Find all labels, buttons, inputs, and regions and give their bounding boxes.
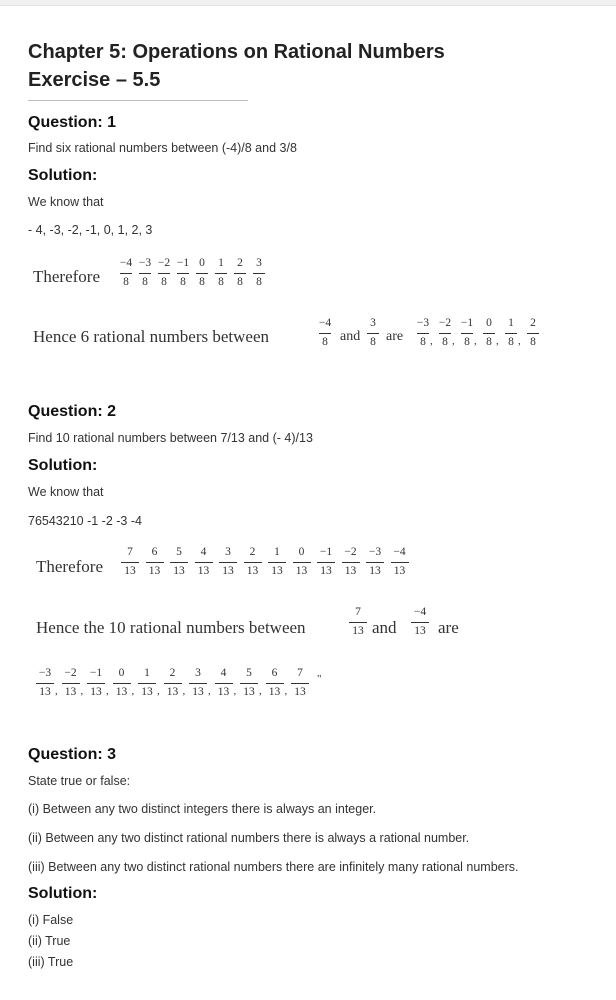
question-3-item: (ii) Between any two distinct rational numbers there is always a rational number. xyxy=(28,831,470,845)
fraction-denominator: 13 xyxy=(39,686,51,698)
fraction-numerator: 2 xyxy=(237,257,243,269)
question-1-are: are xyxy=(386,329,404,344)
question-2-solution-heading: Solution: xyxy=(28,457,98,474)
fraction-denominator: 13 xyxy=(295,565,308,577)
fraction-denominator: 8 xyxy=(161,276,167,288)
fraction-bar xyxy=(170,562,188,563)
fraction-separator: , xyxy=(518,335,521,347)
question-1-solution-heading: Solution: xyxy=(28,167,98,184)
fraction-bar xyxy=(177,273,189,274)
fraction-denominator: 13 xyxy=(414,625,426,637)
question-1-hence-text: Hence 6 rational numbers between xyxy=(33,327,270,346)
fraction xyxy=(193,257,211,290)
question-2-from-fraction xyxy=(346,606,370,639)
fraction-separator: , xyxy=(55,685,58,697)
fraction-separator: , xyxy=(106,685,109,697)
fraction xyxy=(143,546,167,579)
fraction xyxy=(237,667,261,700)
fraction xyxy=(186,667,210,700)
fraction-bar xyxy=(121,562,139,563)
fraction-numerator: 1 xyxy=(144,667,150,679)
fraction-bar xyxy=(240,683,258,684)
fraction-numerator: 7 xyxy=(355,606,361,618)
fraction-bar xyxy=(527,333,539,334)
fraction xyxy=(155,257,173,290)
question-2-hence-text: Hence the 10 rational numbers between xyxy=(36,618,306,637)
question-1-integer-sequence: - 4, -3, -2, -1, 0, 1, 2, 3 xyxy=(28,223,153,237)
question-2-are: are xyxy=(438,618,459,637)
question-2-and: and xyxy=(372,618,397,637)
fraction-numerator: −2 xyxy=(64,667,77,679)
fraction-numerator: −3 xyxy=(368,546,382,558)
fraction xyxy=(59,667,83,700)
fraction-denominator: 13 xyxy=(64,686,77,698)
question-3-answer: (iii) True xyxy=(28,955,74,969)
question-1-to-fraction xyxy=(364,317,382,350)
fraction-denominator: 13 xyxy=(271,565,283,577)
fraction-bar xyxy=(366,562,384,563)
fraction-bar xyxy=(439,333,451,334)
fraction-bar xyxy=(461,333,473,334)
fraction-bar xyxy=(62,683,80,684)
question-3-answer: (ii) True xyxy=(28,934,71,948)
fraction-separator: , xyxy=(80,685,84,697)
page-title: Chapter 5: Operations on Rational Numbers xyxy=(28,41,445,63)
title-divider xyxy=(28,100,248,101)
fraction-denominator: 8 xyxy=(180,276,186,288)
fraction-denominator: 13 xyxy=(166,686,179,698)
fraction-separator: , xyxy=(233,685,237,697)
fraction-numerator: −1 xyxy=(176,257,190,269)
fraction-bar xyxy=(367,333,379,334)
fraction-bar xyxy=(234,273,246,274)
fraction-denominator: 13 xyxy=(344,565,357,577)
fraction-separator: , xyxy=(430,335,433,347)
fraction-denominator: 8 xyxy=(370,336,376,348)
fraction-bar xyxy=(317,562,335,563)
fraction xyxy=(263,667,287,700)
fraction xyxy=(118,546,142,579)
fraction-bar xyxy=(342,562,360,563)
question-1-and: and xyxy=(340,329,361,344)
fraction xyxy=(84,667,108,700)
fraction-bar xyxy=(391,562,409,563)
question-1-text: Find six rational numbers between (-4)/8 and 3/8 xyxy=(28,141,297,155)
fraction-bar xyxy=(483,333,495,334)
fraction-numerator: 0 xyxy=(486,317,492,329)
fraction-denominator: 8 xyxy=(123,276,129,288)
fraction-denominator: 13 xyxy=(197,565,210,577)
fraction-numerator: 7 xyxy=(297,667,303,679)
fraction-bar xyxy=(293,562,311,563)
fraction-numerator: 5 xyxy=(246,667,252,679)
fraction-bar xyxy=(196,273,208,274)
fraction-denominator: 13 xyxy=(352,625,364,637)
fraction-numerator: 6 xyxy=(151,546,158,558)
question-3-heading: Question: 3 xyxy=(28,746,117,763)
fraction-numerator: 5 xyxy=(176,546,182,558)
fraction-numerator: 2 xyxy=(249,546,256,558)
fraction-denominator: 13 xyxy=(393,565,406,577)
fraction-denominator: 8 xyxy=(464,336,470,348)
fraction-bar xyxy=(253,273,265,274)
fraction xyxy=(290,546,314,579)
fraction xyxy=(241,546,265,579)
fraction-denominator: 13 xyxy=(173,565,185,577)
fraction-denominator: 8 xyxy=(442,336,448,348)
fraction-bar xyxy=(113,683,131,684)
fraction-denominator: 13 xyxy=(148,565,161,577)
fraction-bar xyxy=(195,562,213,563)
fraction-numerator: −2 xyxy=(344,546,357,558)
fraction-separator: , xyxy=(452,335,455,347)
fraction xyxy=(314,546,338,579)
fraction-numerator: −3 xyxy=(38,667,52,679)
fraction-bar xyxy=(244,562,262,563)
fraction-bar xyxy=(138,683,156,684)
fraction-bar xyxy=(87,683,105,684)
fraction-numerator: 3 xyxy=(370,317,376,329)
fraction-denominator: 13 xyxy=(217,686,230,698)
fraction-numerator: 7 xyxy=(127,546,133,558)
fraction-denominator: 13 xyxy=(268,686,281,698)
fraction xyxy=(363,546,387,579)
closing-quote: " xyxy=(317,673,322,685)
question-2-integer-sequence: 76543210 -1 -2 -3 -4 xyxy=(28,514,142,528)
fraction-separator: , xyxy=(474,335,477,347)
fraction-denominator: 13 xyxy=(320,565,332,577)
fraction-bar xyxy=(139,273,151,274)
fraction xyxy=(33,667,57,700)
fraction-numerator: −1 xyxy=(460,317,474,329)
fraction-numerator: 0 xyxy=(199,257,205,269)
fraction xyxy=(231,257,249,290)
fraction-denominator: 8 xyxy=(486,336,492,348)
fraction-numerator: −4 xyxy=(318,317,332,329)
fraction xyxy=(288,667,312,700)
fraction-numerator: −4 xyxy=(119,257,133,269)
fraction-numerator: 1 xyxy=(274,546,280,558)
fraction-denominator: 8 xyxy=(237,276,243,288)
fraction-bar xyxy=(158,273,170,274)
fraction-separator: , xyxy=(208,685,211,697)
fraction-denominator: 13 xyxy=(141,686,153,698)
fraction-bar xyxy=(146,562,164,563)
fraction xyxy=(136,257,154,290)
fraction-denominator: 8 xyxy=(199,276,205,288)
fraction xyxy=(388,546,412,579)
fraction-denominator: 8 xyxy=(508,336,514,348)
fraction-separator: , xyxy=(284,685,288,697)
question-1-therefore-label: Therefore xyxy=(33,267,101,286)
fraction-denominator: 13 xyxy=(294,686,306,698)
fraction-bar xyxy=(291,683,309,684)
question-1-from-fraction xyxy=(316,317,334,350)
fraction-denominator: 13 xyxy=(124,565,136,577)
fraction-bar xyxy=(349,622,367,623)
fraction-bar xyxy=(266,683,284,684)
exercise-subtitle: Exercise – 5.5 xyxy=(28,69,161,91)
fraction-denominator: 13 xyxy=(90,686,102,698)
fraction-bar xyxy=(411,622,429,623)
fraction-bar xyxy=(120,273,132,274)
question-2-we-know: We know that xyxy=(28,485,104,499)
question-3-text: State true or false: xyxy=(28,774,131,788)
fraction-numerator: 1 xyxy=(508,317,514,329)
fraction-numerator: 2 xyxy=(169,667,176,679)
fraction-numerator: 0 xyxy=(298,546,305,558)
question-1-we-know: We know that xyxy=(28,195,104,209)
fraction-bar xyxy=(215,683,233,684)
question-2-text: Find 10 rational numbers between 7/13 and (- 4)/13 xyxy=(28,431,313,445)
fraction-numerator: −4 xyxy=(393,546,406,558)
question-3-item: (iii) Between any two distinct rational numbers there are infinitely many rational numbers. xyxy=(28,860,519,874)
fraction-numerator: −1 xyxy=(319,546,333,558)
fraction-numerator: −4 xyxy=(413,606,427,618)
fraction-numerator: 4 xyxy=(220,667,227,679)
fraction-numerator: −3 xyxy=(138,257,152,269)
question-1-heading: Question: 1 xyxy=(28,114,117,131)
fraction-bar xyxy=(505,333,517,334)
fraction-denominator: 13 xyxy=(243,686,255,698)
fraction-separator: , xyxy=(157,685,160,697)
fraction xyxy=(212,667,236,700)
fraction-numerator: 2 xyxy=(530,317,536,329)
fraction-bar xyxy=(268,562,286,563)
fraction xyxy=(216,546,240,579)
question-3-solution-heading: Solution: xyxy=(28,885,98,902)
fraction-numerator: 3 xyxy=(195,667,201,679)
fraction-bar xyxy=(215,273,227,274)
fraction-denominator: 8 xyxy=(256,276,262,288)
question-2-heading: Question: 2 xyxy=(28,403,117,420)
fraction xyxy=(135,667,159,700)
fraction-numerator: −2 xyxy=(438,317,452,329)
question-3-item: (i) Between any two distinct integers there is always an integer. xyxy=(28,802,377,816)
fraction-denominator: 13 xyxy=(222,565,234,577)
fraction-numerator: 4 xyxy=(200,546,207,558)
fraction xyxy=(212,257,230,290)
fraction-denominator: 13 xyxy=(369,565,381,577)
fraction-bar xyxy=(164,683,182,684)
fraction-numerator: 3 xyxy=(225,546,231,558)
fraction xyxy=(161,667,185,700)
fraction-numerator: 1 xyxy=(218,257,224,269)
fraction-bar xyxy=(417,333,429,334)
fraction-denominator: 13 xyxy=(246,565,259,577)
fraction-numerator: −2 xyxy=(157,257,171,269)
fraction-bar xyxy=(319,333,331,334)
fraction-denominator: 8 xyxy=(218,276,224,288)
fraction-numerator: 3 xyxy=(256,257,262,269)
fraction xyxy=(265,546,289,579)
fraction-separator: , xyxy=(496,335,499,347)
fraction-numerator: 6 xyxy=(271,667,278,679)
fraction xyxy=(117,257,135,290)
fraction-denominator: 13 xyxy=(192,686,204,698)
fraction-denominator: 8 xyxy=(322,336,328,348)
fraction xyxy=(167,546,191,579)
fraction xyxy=(192,546,216,579)
fraction xyxy=(250,257,268,290)
fraction-numerator: −3 xyxy=(416,317,430,329)
fraction-bar xyxy=(219,562,237,563)
fraction-bar xyxy=(189,683,207,684)
fraction-separator: , xyxy=(259,685,262,697)
fraction-denominator: 8 xyxy=(142,276,148,288)
fraction-denominator: 8 xyxy=(530,336,536,348)
question-3-answer: (i) False xyxy=(28,913,74,927)
question-2-therefore-label: Therefore xyxy=(36,557,104,576)
fraction-separator: , xyxy=(131,685,135,697)
question-2-to-fraction xyxy=(408,606,432,639)
fraction xyxy=(174,257,192,290)
fraction xyxy=(339,546,363,579)
fraction xyxy=(110,667,134,700)
fraction xyxy=(524,317,542,350)
fraction-bar xyxy=(36,683,54,684)
fraction-denominator: 8 xyxy=(420,336,426,348)
fraction-numerator: 0 xyxy=(118,667,125,679)
top-border xyxy=(0,0,616,6)
fraction-separator: , xyxy=(182,685,186,697)
fraction-denominator: 13 xyxy=(115,686,128,698)
fraction-numerator: −1 xyxy=(89,667,103,679)
